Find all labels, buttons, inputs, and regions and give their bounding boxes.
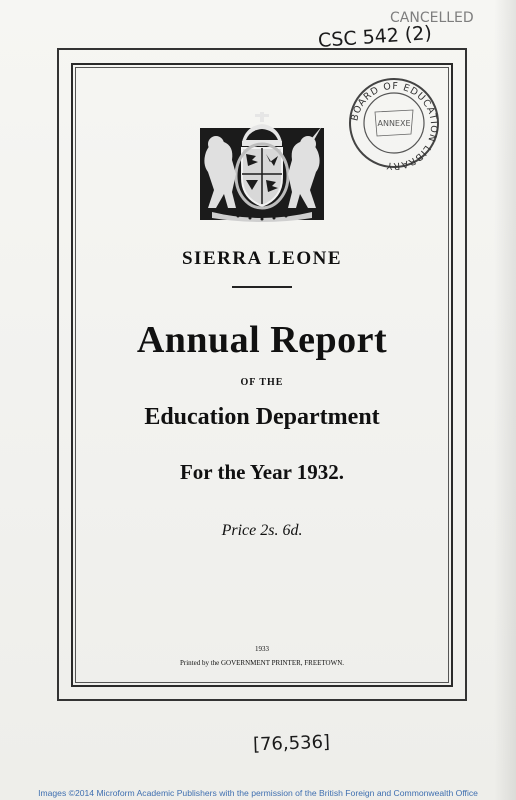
report-year: For the Year 1932.: [179, 460, 345, 484]
of-the-line: OF THE: [240, 377, 284, 388]
department-name: Education Department: [144, 404, 380, 430]
printer-imprint: Printed by the GOVERNMENT PRINTER, FREETOWN.: [179, 659, 345, 667]
publication-year: 1933: [255, 645, 269, 653]
cancelled-stamp: CANCELLED: [390, 10, 474, 26]
library-stamp: [345, 76, 443, 170]
price-line: Price 2s. 6d.: [221, 522, 303, 539]
country-heading: SIERRA LEONE: [181, 248, 343, 269]
page-edge-shadow: [494, 0, 516, 800]
divider-rule: [232, 286, 292, 288]
stamp-arc-text: BOARD OF EDUCATION LIBRARY: [349, 80, 440, 170]
copyright-notice: Images ©2014 Microform Academic Publishers with the permission of the British Foreign and Commonwealth Office: [38, 788, 478, 798]
catalogue-handwriting: CSC 542 (2): [317, 22, 433, 52]
accession-number-handwriting: [76,536]: [252, 731, 331, 756]
stamp-inner-text: ANNEXE: [377, 119, 411, 128]
report-title: Annual Report: [136, 319, 388, 361]
royal-coat-of-arms: [198, 112, 326, 224]
